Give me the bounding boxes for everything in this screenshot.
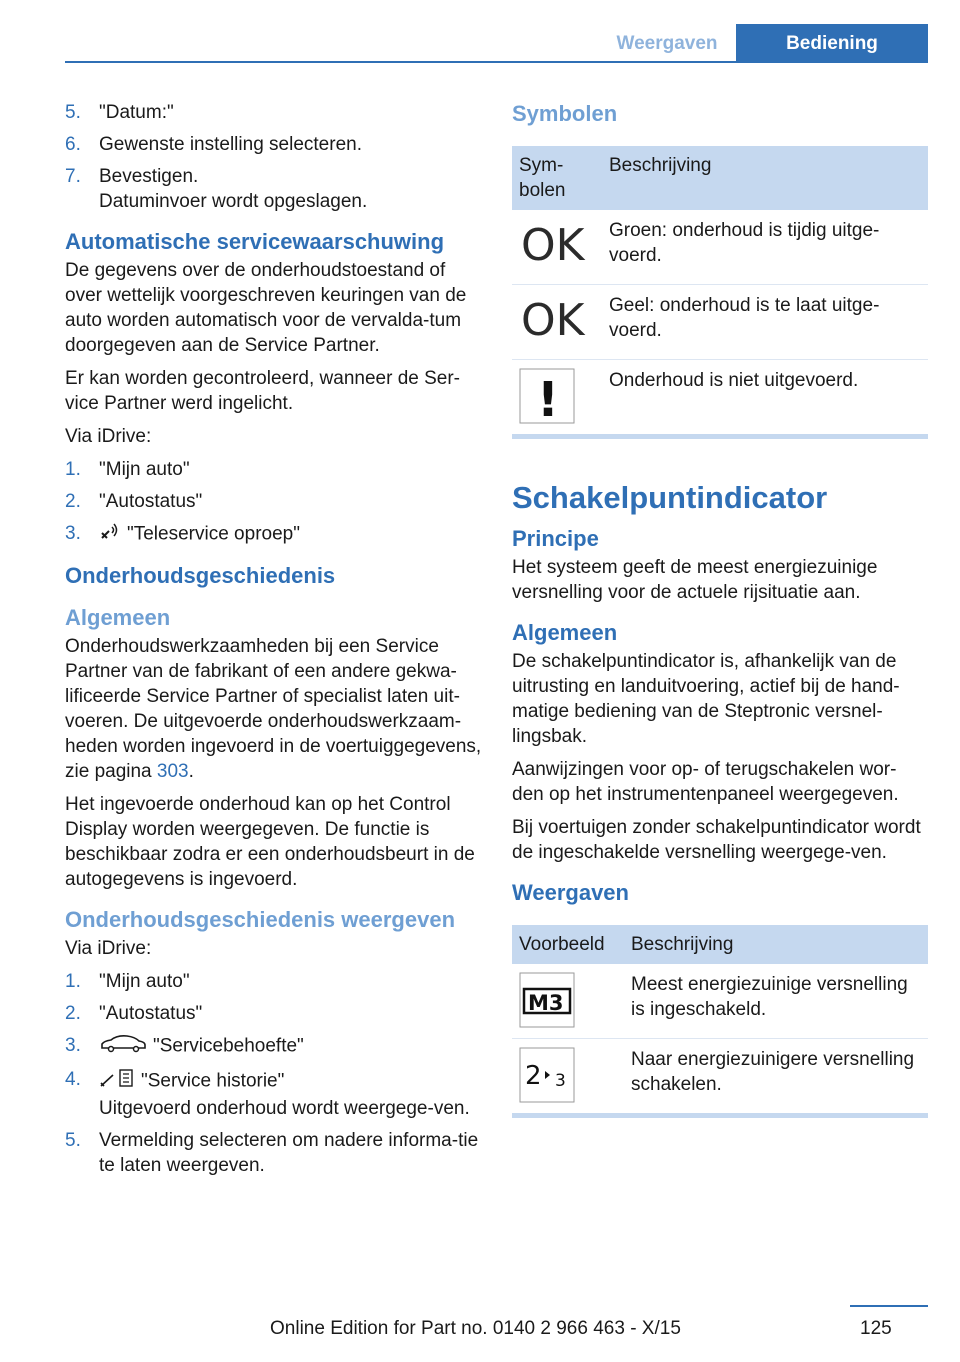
svg-text:2: 2 (525, 1061, 542, 1091)
table-row: ! Onderhoud is niet uitgevoerd. (512, 360, 928, 435)
car-icon (99, 1033, 147, 1060)
table-header: Sym‐bolen Beschrijving (512, 146, 928, 210)
paragraph: Bij voertuigen zonder schakelpuntindicator wordt de ingeschakelde versnelling weergege‐ven. (512, 817, 921, 863)
shift-up-symbol (519, 1047, 575, 1099)
section-heading-auto: Automatische servicewaarschuwing (65, 229, 445, 254)
warning-symbol (519, 368, 575, 428)
paragraph: De gegevens over de onderhoudstoestand of over wettelijk voorgeschreven keuringen van de auto worden automatisch voor de vervalda‐tum doorgegeven aan de Service Partner. (65, 260, 467, 356)
svg-text:3: 3 (555, 1071, 566, 1091)
footer-edition: Online Edition for Part no. 0140 2 966 463 - X/15 (270, 1318, 681, 1339)
table-end-rule (512, 434, 928, 439)
steps-top (65, 100, 485, 214)
paragraph: Het systeem geeft de meest energiezuinige versnelling voor de actuele rijsituatie aan. (512, 557, 878, 603)
table-row: M3 Meest energiezuinige versnelling is ingeschakeld. (512, 964, 928, 1039)
list-item: 3. "Servicebehoefte" (65, 1033, 485, 1060)
paragraph: De schakelpuntindicator is, afhankelijk van de uitrusting en landuitvoering, actief bij de hand‐matige bediening van de Steptronic versnel‐lingsbak. (512, 651, 900, 747)
steps-mid (65, 457, 485, 548)
list-item: 2. "Autostatus" (65, 491, 203, 512)
subheading-algemeen: Algemeen (65, 605, 171, 630)
list-item: 2. "Autostatus" (65, 1003, 203, 1024)
tab-bediening[interactable]: Bediening (736, 24, 928, 63)
table-row: 2 3 Naar energiezuinigere versnelling schakelen. (512, 1039, 928, 1114)
list-item: 1. "Mijn auto" (65, 459, 190, 480)
list-item: 3. "Teleservice oproep" (65, 521, 485, 548)
page-link[interactable]: 303 (156, 761, 189, 782)
section-heading-history: Onderhoudsgeschiedenis (65, 563, 336, 588)
section-heading-schakel: Schakelpuntindicator (512, 480, 828, 515)
paragraph: Via iDrive: (65, 426, 152, 447)
page-number: 125 (860, 1318, 892, 1339)
section-heading-symbolen: Symbolen (512, 101, 618, 126)
steps-bottom (65, 969, 485, 1178)
table-row: OK Geel: onderhoud is te laat uitge‐voerd. (512, 285, 928, 360)
list-item: 1. "Mijn auto" (65, 971, 190, 992)
svg-text:OK: OK (521, 295, 585, 346)
teleservice-icon (99, 521, 121, 548)
paragraph: Aanwijzingen voor op- of terugschakelen wor‐den op het instrumentenpaneel weergegeven. (512, 759, 899, 805)
subheading-show-history: Onderhoudsgeschiedenis weergeven (65, 907, 456, 932)
svg-text:!: ! (537, 372, 559, 428)
svg-text:M3: M3 (528, 991, 564, 1015)
list-item: 4. "Service historie" Uitgevoerd onderhoud wordt weergege‐ven. (65, 1069, 470, 1119)
tab-weergaven[interactable]: Weergaven (616, 33, 718, 54)
list-item: 5. Vermelding selecteren om nadere informa‐tie te laten weergeven. (65, 1130, 479, 1176)
list-item: 5. "Datum:" (65, 102, 174, 123)
list-item: 6. Gewenste instelling selecteren. (65, 134, 362, 155)
service-history-icon (99, 1067, 135, 1096)
subheading-weergaven: Weergaven (512, 880, 629, 905)
table-row: OK Groen: onderhoud is tijdig uitge‐voerd. (512, 210, 928, 285)
list-item: 7. Bevestigen. Datuminvoer wordt opgeslagen. (65, 166, 368, 212)
gear-m3-symbol (519, 972, 575, 1024)
subheading-algemeen: Algemeen (512, 620, 618, 645)
paragraph: Via iDrive: (65, 938, 152, 959)
paragraph: Onderhoudswerkzaamheden bij een Service Partner van de fabrikant of een andere gekwa‐lificeerde Service Partner of specialist laten uit‐voeren. De uitgevoerde onderhoudswerkzaam‐heden worden ingevoerd in de voertuiggegevens, zie pagina 303. (65, 636, 482, 782)
subheading-principe: Principe (512, 526, 599, 551)
table-header: Voorbeeld Beschrijving (512, 925, 928, 964)
views-table (512, 925, 928, 1113)
footer-rule (850, 1305, 928, 1307)
ok-green-symbol (519, 218, 585, 271)
ok-yellow-symbol (519, 293, 585, 346)
table-end-rule (512, 1113, 928, 1118)
paragraph: Het ingevoerde onderhoud kan op het Control Display worden weergegeven. De functie is beschikbaar zodra er een onderhoudsbeurt in de autogegevens is ingevoerd. (65, 794, 475, 890)
left-column (65, 100, 485, 1190)
paragraph: Er kan worden gecontroleerd, wanneer de Ser‐vice Partner werd ingelicht. (65, 368, 461, 414)
symbols-table (512, 146, 928, 434)
right-column (512, 100, 928, 1126)
svg-text:OK: OK (521, 220, 585, 271)
